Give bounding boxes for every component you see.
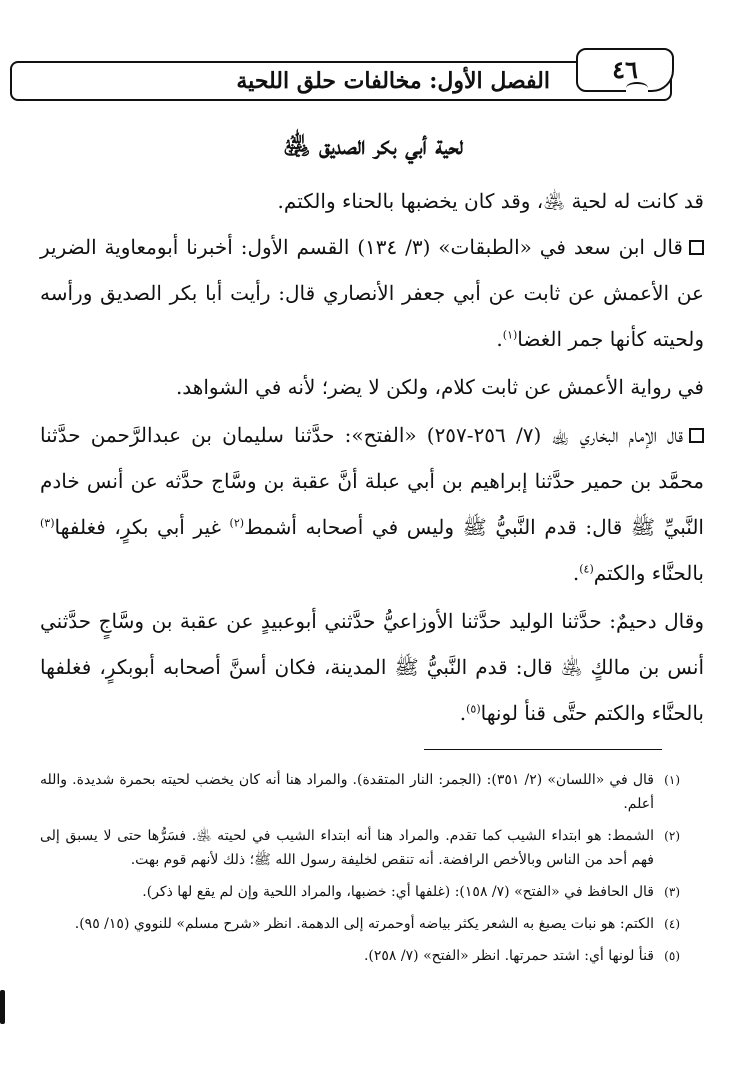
footnote-number: (١) <box>664 773 680 787</box>
footnote-ref-4: (٤) <box>579 562 594 576</box>
checkbox-icon <box>689 428 704 443</box>
footnote-text: قال الحافظ في «الفتح» (٧/ ١٥٨): (غلفها أي: خضبها، والمراد اللحية وإن لم يقع لها ذكر). <box>142 884 654 900</box>
footnote-number: (٥) <box>664 949 680 963</box>
paragraph-4 <box>40 412 704 596</box>
footnote-ref-1: (١) <box>502 328 518 342</box>
footnote-5 <box>40 944 680 968</box>
paragraph-5 <box>40 598 704 736</box>
footnote-text: الشمط: هو ابتداء الشيب كما تقدم. والمراد هنا أنه ابتداء الشيب في لحيته ﵁. فسَرُّها حتى لا يسبق إلى فهم أحد من الناس وبالأخص الرافضة. أنه تنقص لخليفة رسول الله ﷺ؛ ذلك لأنهم قوم بهت. <box>40 828 654 868</box>
checkbox-icon <box>689 240 704 255</box>
footnote-number: (٣) <box>664 885 680 899</box>
section-title: لحية أبي بكر الصديق ﵁ <box>283 131 463 160</box>
footnote-3 <box>40 880 680 904</box>
footnote-ref-2: (٢) <box>229 516 245 530</box>
footnote-number: (٢) <box>664 829 680 843</box>
footnote-ref-5: (٥) <box>466 702 481 716</box>
footnotes <box>40 768 680 976</box>
footnote-2 <box>40 824 680 872</box>
paragraph-4-end: . <box>572 561 580 585</box>
paragraph-2 <box>40 224 704 362</box>
footnote-text: قال في «اللسان» (٢/ ٣٥١): (الجمر: النار المتقدة). والمراد هنا أنه كان يخضب لحيته بحمرة شديدة. والله أعلم. <box>40 772 654 812</box>
footnote-text: الكتم: هو نبات يصبغ به الشعر يكثر بياضه أوحمرته إلى الدهمة. انظر «شرح مسلم» للنووي (١٥/ ٩٥). <box>74 916 654 932</box>
paragraph-2-text: قال ابن سعد في «الطبقات» (٣/ ١٣٤) القسم الأول: أخبرنا أبومعاوية الضرير عن الأعمش عن ثابت عن أبي جعفر الأنصاري قال: رأيت أبا بكر الصديق ورأسه ولحيته كأنها جمر الغضا <box>40 235 704 351</box>
page-number: ٤٦ <box>612 55 638 84</box>
chapter-title: الفصل الأول: مخالفات حلق اللحية <box>236 68 550 94</box>
footnote-text: قنأ لونها أي: اشتد حمرتها. انظر «الفتح» (٧/ ٢٥٨). <box>363 948 654 964</box>
footnote-ref-3: (٣) <box>40 516 55 530</box>
footnote-divider <box>424 749 662 750</box>
paragraph-4-text-b: غير أبي بكرٍ، فغلفها <box>54 515 230 539</box>
footnote-1 <box>40 768 680 816</box>
paragraph-5-text: وقال دحيمٌ: حدَّثنا الوليد حدَّثنا الأوزاعيُّ حدَّثني أبوعبيدٍ عن عقبة بن وسَّاجٍ حدَّثني أنس بن مالكٍ ﵁ قال: قدم النَّبيُّ ﷺ المدينة، فكان أسنَّ أصحابه أبوبكرٍ، فغلفها بالحنَّاء والكتم حتَّى قنأ لونها <box>40 609 704 725</box>
paragraph-2-end: . <box>496 327 503 351</box>
footnote-number: (٤) <box>664 917 680 931</box>
binding-edge-mark <box>0 990 5 1024</box>
paragraph-4-text-a: قال الإمام البخاري ﵀ (٧/ ٢٥٦-٢٥٧) «الفتح»: حدَّثنا سليمان بن عبدالرَّحمن حدَّثنا محمَّد بن حمير حدَّثنا إبراهيم بن أبي عبلة أنَّ عقبة بن وسَّاج حدَّثه عن أنس خادم النَّبيِّ ﷺ قال: قدم النَّبيُّ ﷺ وليس في أصحابه أشمط <box>40 423 704 539</box>
footnote-4 <box>40 912 680 936</box>
paragraph-3: في رواية الأعمش عن ثابت كلام، ولكن لا يضر؛ لأنه في الشواهد. <box>175 375 704 399</box>
paragraph-1: قد كانت له لحية ﵁، وقد كان يخضبها بالحناء والكتم. <box>277 189 704 213</box>
paragraph-5-end: . <box>459 701 467 725</box>
paragraph-4-text-c: بالحنَّاء والكتم <box>593 561 704 585</box>
